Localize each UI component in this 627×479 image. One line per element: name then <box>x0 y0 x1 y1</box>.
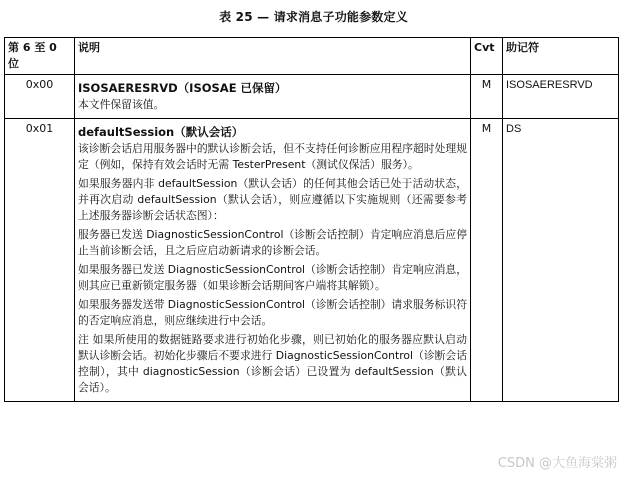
header-description: 说明 <box>75 38 471 75</box>
row-heading: defaultSession（默认会话） <box>78 125 244 139</box>
row-description <box>75 75 471 119</box>
row-cvt: M <box>471 75 503 119</box>
row-mnemonic: ISOSAERESRVD <box>503 75 619 119</box>
header-mnemonic: 助记符 <box>503 38 619 75</box>
table-row <box>5 75 619 119</box>
row-paragraph: 如果服务器内非 defaultSession（默认会话）的任何其他会话已处于活动状态，并再次启动 defaultSession（默认会话），则应遵循以下实施规则（还需要参考上述服务器诊断会话状态图）： <box>78 177 467 222</box>
row-paragraph: 本文件保留该值。 <box>78 98 165 111</box>
table-title: 表 25 — 请求消息子功能参数定义 <box>219 10 408 24</box>
row-paragraph: 如果服务器发送带 DiagnosticSessionControl（诊断会话控制）请求服务标识符的否定响应消息，则应继续进行中会话。 <box>78 298 468 327</box>
row-note-paragraph: 注 如果所使用的数据链路要求进行初始化步骤，则已初始化的服务器应默认启动默认诊断会话。初始化步骤后不要求进行 DiagnosticSessionControl（诊断会话控制），其中 diagnosticSession（诊断会话）已设置为 defaultSession（默认会话）。 <box>78 333 468 394</box>
row-description <box>75 119 471 402</box>
row-paragraph: 该诊断会话启用服务器中的默认诊断会话，但不支持任何诊断应用程序超时处理规定（例如，保持有效会话时无需 TesterPresent（测试仪保活）服务）。 <box>78 142 467 171</box>
row-cvt: M <box>471 119 503 402</box>
row-byte-value: 0x00 <box>5 75 75 119</box>
row-heading: ISOSAERESRVD（ISOSAE 已保留） <box>78 81 287 95</box>
header-cvt: Cvt <box>471 38 503 75</box>
header-byte: 第 6 至 0 位 <box>5 38 75 75</box>
table-header-row <box>5 38 619 75</box>
row-byte-value: 0x01 <box>5 119 75 402</box>
row-paragraph: 服务器已发送 DiagnosticSessionControl（诊断会话控制）肯定响应消息后应停止当前诊断会话，且之后应启动新请求的诊断会话。 <box>78 228 468 257</box>
subfunction-parameter-table <box>4 37 619 402</box>
row-mnemonic: DS <box>503 119 619 402</box>
row-paragraph: 如果服务器已发送 DiagnosticSessionControl（诊断会话控制）肯定响应消息，则其应已重新锁定服务器（如果诊断会话期间客户端将其解锁）。 <box>78 263 468 292</box>
csdn-watermark: CSDN @大鱼海棠粥 <box>497 456 617 471</box>
table-row <box>5 119 619 402</box>
